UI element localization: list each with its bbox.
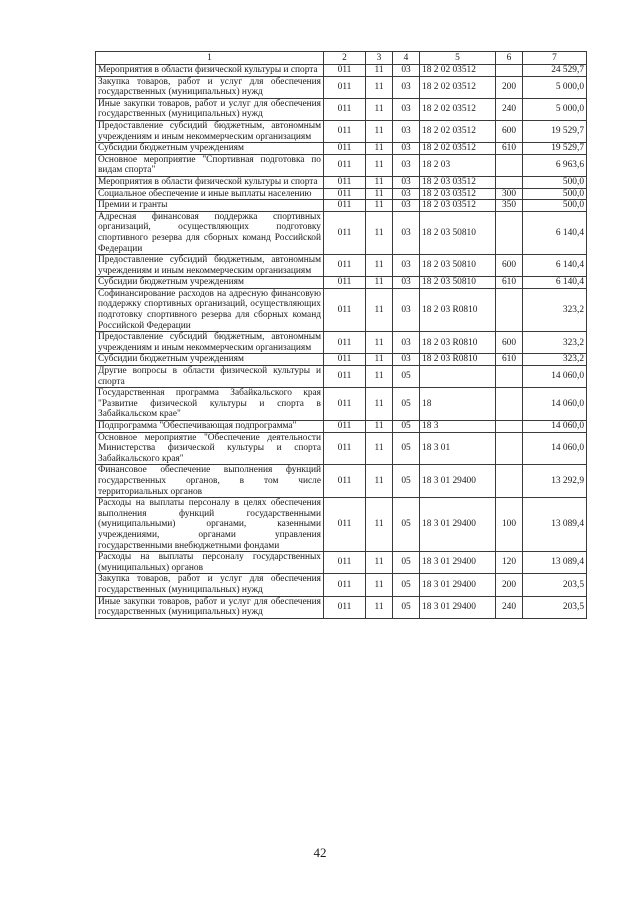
- subsection-code-cell: 05: [393, 596, 420, 618]
- table-row: [96, 154, 587, 176]
- amount-cell: 323,2: [523, 332, 587, 354]
- target-article-code-cell: 18 3 01: [420, 432, 496, 465]
- table-row: [96, 277, 587, 289]
- ministry-code-cell: 011: [324, 498, 366, 552]
- column-header: 1: [96, 52, 324, 65]
- section-code-cell: 11: [366, 498, 393, 552]
- table-row: [96, 143, 587, 155]
- amount-cell: 24 529,7: [523, 65, 587, 77]
- table-row: [96, 65, 587, 77]
- expense-type-code-cell: 300: [496, 188, 523, 200]
- item-name-cell: Софинансирование расходов на адресную финансовую поддержку спортивных организаций, осуществляющих подготовку спортивного резерва для сборных команд Российской Федерации: [96, 288, 324, 331]
- section-code-cell: 11: [366, 98, 393, 120]
- ministry-code-cell: 011: [324, 200, 366, 212]
- column-header: 5: [420, 52, 496, 65]
- section-code-cell: 11: [366, 354, 393, 366]
- expense-type-code-cell: [496, 65, 523, 77]
- target-article-code-cell: 18: [420, 388, 496, 421]
- target-article-code-cell: 18 2 02 03512: [420, 65, 496, 77]
- column-header: 2: [324, 52, 366, 65]
- amount-cell: 203,5: [523, 596, 587, 618]
- subsection-code-cell: 03: [393, 211, 420, 254]
- item-name-cell: Закупка товаров, работ и услуг для обеспечения государственных (муниципальных) нужд: [96, 76, 324, 98]
- subsection-code-cell: 03: [393, 76, 420, 98]
- ministry-code-cell: 011: [324, 277, 366, 289]
- ministry-code-cell: 011: [324, 421, 366, 433]
- section-code-cell: 11: [366, 200, 393, 212]
- amount-cell: 6 140,4: [523, 277, 587, 289]
- expense-type-code-cell: [496, 211, 523, 254]
- amount-cell: 13 089,4: [523, 498, 587, 552]
- amount-cell: 5 000,0: [523, 98, 587, 120]
- target-article-code-cell: 18 2 03 03512: [420, 200, 496, 212]
- ministry-code-cell: 011: [324, 143, 366, 155]
- target-article-code-cell: 18 2 03 50810: [420, 277, 496, 289]
- item-name-cell: Социальное обеспечение и иные выплаты населению: [96, 188, 324, 200]
- item-name-cell: Мероприятия в области физической культуры и спорта: [96, 65, 324, 77]
- item-name-cell: Премии и гранты: [96, 200, 324, 212]
- table-row: [96, 120, 587, 142]
- amount-cell: 500,0: [523, 188, 587, 200]
- expense-type-code-cell: 200: [496, 76, 523, 98]
- table-row: [96, 552, 587, 574]
- amount-cell: 500,0: [523, 200, 587, 212]
- subsection-code-cell: 03: [393, 277, 420, 289]
- table-row: [96, 354, 587, 366]
- item-name-cell: Субсидии бюджетным учреждениям: [96, 277, 324, 289]
- expense-type-code-cell: 350: [496, 200, 523, 212]
- section-code-cell: 11: [366, 211, 393, 254]
- item-name-cell: Расходы на выплаты персоналу в целях обеспечения выполнения функций государственными (муниципальными) органами, казенными учреждениями, органами управления государственными внебюджетными фондами: [96, 498, 324, 552]
- ministry-code-cell: 011: [324, 465, 366, 498]
- subsection-code-cell: 05: [393, 465, 420, 498]
- subsection-code-cell: 03: [393, 288, 420, 331]
- column-header: 6: [496, 52, 523, 65]
- subsection-code-cell: 03: [393, 354, 420, 366]
- section-code-cell: 11: [366, 65, 393, 77]
- target-article-code-cell: 18 2 03 50810: [420, 211, 496, 254]
- target-article-code-cell: 18 2 02 03512: [420, 98, 496, 120]
- item-name-cell: Другие вопросы в области физической культуры и спорта: [96, 366, 324, 388]
- expense-type-code-cell: [496, 176, 523, 188]
- expense-type-code-cell: 120: [496, 552, 523, 574]
- subsection-code-cell: 03: [393, 255, 420, 277]
- section-code-cell: 11: [366, 288, 393, 331]
- subsection-code-cell: 03: [393, 154, 420, 176]
- section-code-cell: 11: [366, 76, 393, 98]
- table-row: [96, 211, 587, 254]
- ministry-code-cell: 011: [324, 366, 366, 388]
- ministry-code-cell: 011: [324, 120, 366, 142]
- target-article-code-cell: 18 2 02 03512: [420, 120, 496, 142]
- item-name-cell: Предоставление субсидий бюджетным, автономным учреждениям и иным некоммерческим организациям: [96, 332, 324, 354]
- section-code-cell: 11: [366, 176, 393, 188]
- item-name-cell: Предоставление субсидий бюджетным, автономным учреждениям и иным некоммерческим организациям: [96, 255, 324, 277]
- ministry-code-cell: 011: [324, 98, 366, 120]
- subsection-code-cell: 05: [393, 552, 420, 574]
- subsection-code-cell: 05: [393, 366, 420, 388]
- subsection-code-cell: 05: [393, 574, 420, 596]
- item-name-cell: Предоставление субсидий бюджетным, автономным учреждениям и иным некоммерческим организациям: [96, 120, 324, 142]
- amount-cell: 13 089,4: [523, 552, 587, 574]
- ministry-code-cell: 011: [324, 552, 366, 574]
- target-article-code-cell: 18 2 03 R0810: [420, 332, 496, 354]
- subsection-code-cell: 03: [393, 200, 420, 212]
- ministry-code-cell: 011: [324, 288, 366, 331]
- section-code-cell: 11: [366, 255, 393, 277]
- subsection-code-cell: 05: [393, 432, 420, 465]
- amount-cell: 500,0: [523, 176, 587, 188]
- budget-table: [95, 51, 587, 619]
- amount-cell: 13 292,9: [523, 465, 587, 498]
- subsection-code-cell: 03: [393, 65, 420, 77]
- table-row: [96, 388, 587, 421]
- target-article-code-cell: 18 3 01 29400: [420, 465, 496, 498]
- target-article-code-cell: 18 2 03 R0810: [420, 354, 496, 366]
- target-article-code-cell: 18 2 03 03512: [420, 188, 496, 200]
- amount-cell: 6 140,4: [523, 211, 587, 254]
- target-article-code-cell: 18 3 01 29400: [420, 574, 496, 596]
- section-code-cell: 11: [366, 188, 393, 200]
- item-name-cell: Иные закупки товаров, работ и услуг для обеспечения государственных (муниципальных) нужд: [96, 98, 324, 120]
- expense-type-code-cell: 600: [496, 255, 523, 277]
- expense-type-code-cell: 610: [496, 143, 523, 155]
- ministry-code-cell: 011: [324, 76, 366, 98]
- item-name-cell: Субсидии бюджетным учреждениям: [96, 354, 324, 366]
- target-article-code-cell: 18 3 01 29400: [420, 596, 496, 618]
- amount-cell: 5 000,0: [523, 76, 587, 98]
- section-code-cell: 11: [366, 421, 393, 433]
- subsection-code-cell: 03: [393, 143, 420, 155]
- subsection-code-cell: 05: [393, 421, 420, 433]
- target-article-code-cell: 18 3: [420, 421, 496, 433]
- item-name-cell: Субсидии бюджетным учреждениям: [96, 143, 324, 155]
- amount-cell: 14 060,0: [523, 388, 587, 421]
- expense-type-code-cell: 240: [496, 98, 523, 120]
- subsection-code-cell: 03: [393, 120, 420, 142]
- target-article-code-cell: 18 2 03 50810: [420, 255, 496, 277]
- ministry-code-cell: 011: [324, 574, 366, 596]
- subsection-code-cell: 03: [393, 188, 420, 200]
- table-row: [96, 255, 587, 277]
- table-row: [96, 98, 587, 120]
- section-code-cell: 11: [366, 120, 393, 142]
- amount-cell: 14 060,0: [523, 432, 587, 465]
- table-row: [96, 332, 587, 354]
- ministry-code-cell: 011: [324, 188, 366, 200]
- table-row: [96, 498, 587, 552]
- ministry-code-cell: 011: [324, 211, 366, 254]
- section-code-cell: 11: [366, 154, 393, 176]
- page-number: 42: [313, 845, 327, 860]
- amount-cell: 323,2: [523, 354, 587, 366]
- amount-cell: 19 529,7: [523, 120, 587, 142]
- item-name-cell: Финансовое обеспечение выполнения функций государственных органов, в том числе территориальных органов: [96, 465, 324, 498]
- amount-cell: 6 963,6: [523, 154, 587, 176]
- section-code-cell: 11: [366, 465, 393, 498]
- expense-type-code-cell: [496, 432, 523, 465]
- table-row: [96, 421, 587, 433]
- subsection-code-cell: 05: [393, 498, 420, 552]
- table-header-row: [96, 52, 587, 65]
- target-article-code-cell: [420, 366, 496, 388]
- column-header: 3: [366, 52, 393, 65]
- ministry-code-cell: 011: [324, 176, 366, 188]
- column-header: 7: [523, 52, 587, 65]
- ministry-code-cell: 011: [324, 332, 366, 354]
- ministry-code-cell: 011: [324, 354, 366, 366]
- ministry-code-cell: 011: [324, 596, 366, 618]
- expense-type-code-cell: [496, 388, 523, 421]
- table-row: [96, 465, 587, 498]
- section-code-cell: 11: [366, 143, 393, 155]
- table-row: [96, 76, 587, 98]
- expense-type-code-cell: 610: [496, 277, 523, 289]
- section-code-cell: 11: [366, 574, 393, 596]
- expense-type-code-cell: [496, 288, 523, 331]
- ministry-code-cell: 011: [324, 65, 366, 77]
- target-article-code-cell: 18 2 03 03512: [420, 176, 496, 188]
- item-name-cell: Государственная программа Забайкальского края "Развитие физической культуры и спорта в Забайкальском крае": [96, 388, 324, 421]
- expense-type-code-cell: [496, 465, 523, 498]
- ministry-code-cell: 011: [324, 388, 366, 421]
- column-header: 4: [393, 52, 420, 65]
- section-code-cell: 11: [366, 277, 393, 289]
- expense-type-code-cell: 100: [496, 498, 523, 552]
- ministry-code-cell: 011: [324, 154, 366, 176]
- section-code-cell: 11: [366, 366, 393, 388]
- target-article-code-cell: 18 2 02 03512: [420, 143, 496, 155]
- amount-cell: 14 060,0: [523, 421, 587, 433]
- table-row: [96, 596, 587, 618]
- item-name-cell: Подпрограмма "Обеспечивающая подпрограмма": [96, 421, 324, 433]
- amount-cell: 14 060,0: [523, 366, 587, 388]
- amount-cell: 323,2: [523, 288, 587, 331]
- table-row: [96, 188, 587, 200]
- expense-type-code-cell: 610: [496, 354, 523, 366]
- target-article-code-cell: 18 2 02 03512: [420, 76, 496, 98]
- item-name-cell: Расходы на выплаты персоналу государственных (муниципальных) органов: [96, 552, 324, 574]
- item-name-cell: Адресная финансовая поддержка спортивных организаций, осуществляющих подготовку спортивного резерва для сборных команд Российской Федерации: [96, 211, 324, 254]
- item-name-cell: Закупка товаров, работ и услуг для обеспечения государственных (муниципальных) нужд: [96, 574, 324, 596]
- section-code-cell: 11: [366, 432, 393, 465]
- amount-cell: 19 529,7: [523, 143, 587, 155]
- table-row: [96, 176, 587, 188]
- ministry-code-cell: 011: [324, 432, 366, 465]
- ministry-code-cell: 011: [324, 255, 366, 277]
- item-name-cell: Иные закупки товаров, работ и услуг для обеспечения государственных (муниципальных) нужд: [96, 596, 324, 618]
- target-article-code-cell: 18 2 03 R0810: [420, 288, 496, 331]
- expense-type-code-cell: 600: [496, 332, 523, 354]
- section-code-cell: 11: [366, 552, 393, 574]
- expense-type-code-cell: [496, 154, 523, 176]
- table-row: [96, 574, 587, 596]
- expense-type-code-cell: 200: [496, 574, 523, 596]
- target-article-code-cell: 18 3 01 29400: [420, 552, 496, 574]
- expense-type-code-cell: [496, 421, 523, 433]
- expense-type-code-cell: [496, 366, 523, 388]
- section-code-cell: 11: [366, 388, 393, 421]
- subsection-code-cell: 05: [393, 388, 420, 421]
- subsection-code-cell: 03: [393, 98, 420, 120]
- section-code-cell: 11: [366, 332, 393, 354]
- expense-type-code-cell: 600: [496, 120, 523, 142]
- amount-cell: 203,5: [523, 574, 587, 596]
- expense-type-code-cell: 240: [496, 596, 523, 618]
- target-article-code-cell: 18 3 01 29400: [420, 498, 496, 552]
- item-name-cell: Основное мероприятие "Спортивная подготовка по видам спорта": [96, 154, 324, 176]
- target-article-code-cell: 18 2 03: [420, 154, 496, 176]
- item-name-cell: Основное мероприятие "Обеспечение деятельности Министерства физической культуры и спорта Забайкальского края": [96, 432, 324, 465]
- table-row: [96, 288, 587, 331]
- subsection-code-cell: 03: [393, 176, 420, 188]
- table-row: [96, 432, 587, 465]
- amount-cell: 6 140,4: [523, 255, 587, 277]
- table-row: [96, 366, 587, 388]
- subsection-code-cell: 03: [393, 332, 420, 354]
- table-row: [96, 200, 587, 212]
- item-name-cell: Мероприятия в области физической культуры и спорта: [96, 176, 324, 188]
- section-code-cell: 11: [366, 596, 393, 618]
